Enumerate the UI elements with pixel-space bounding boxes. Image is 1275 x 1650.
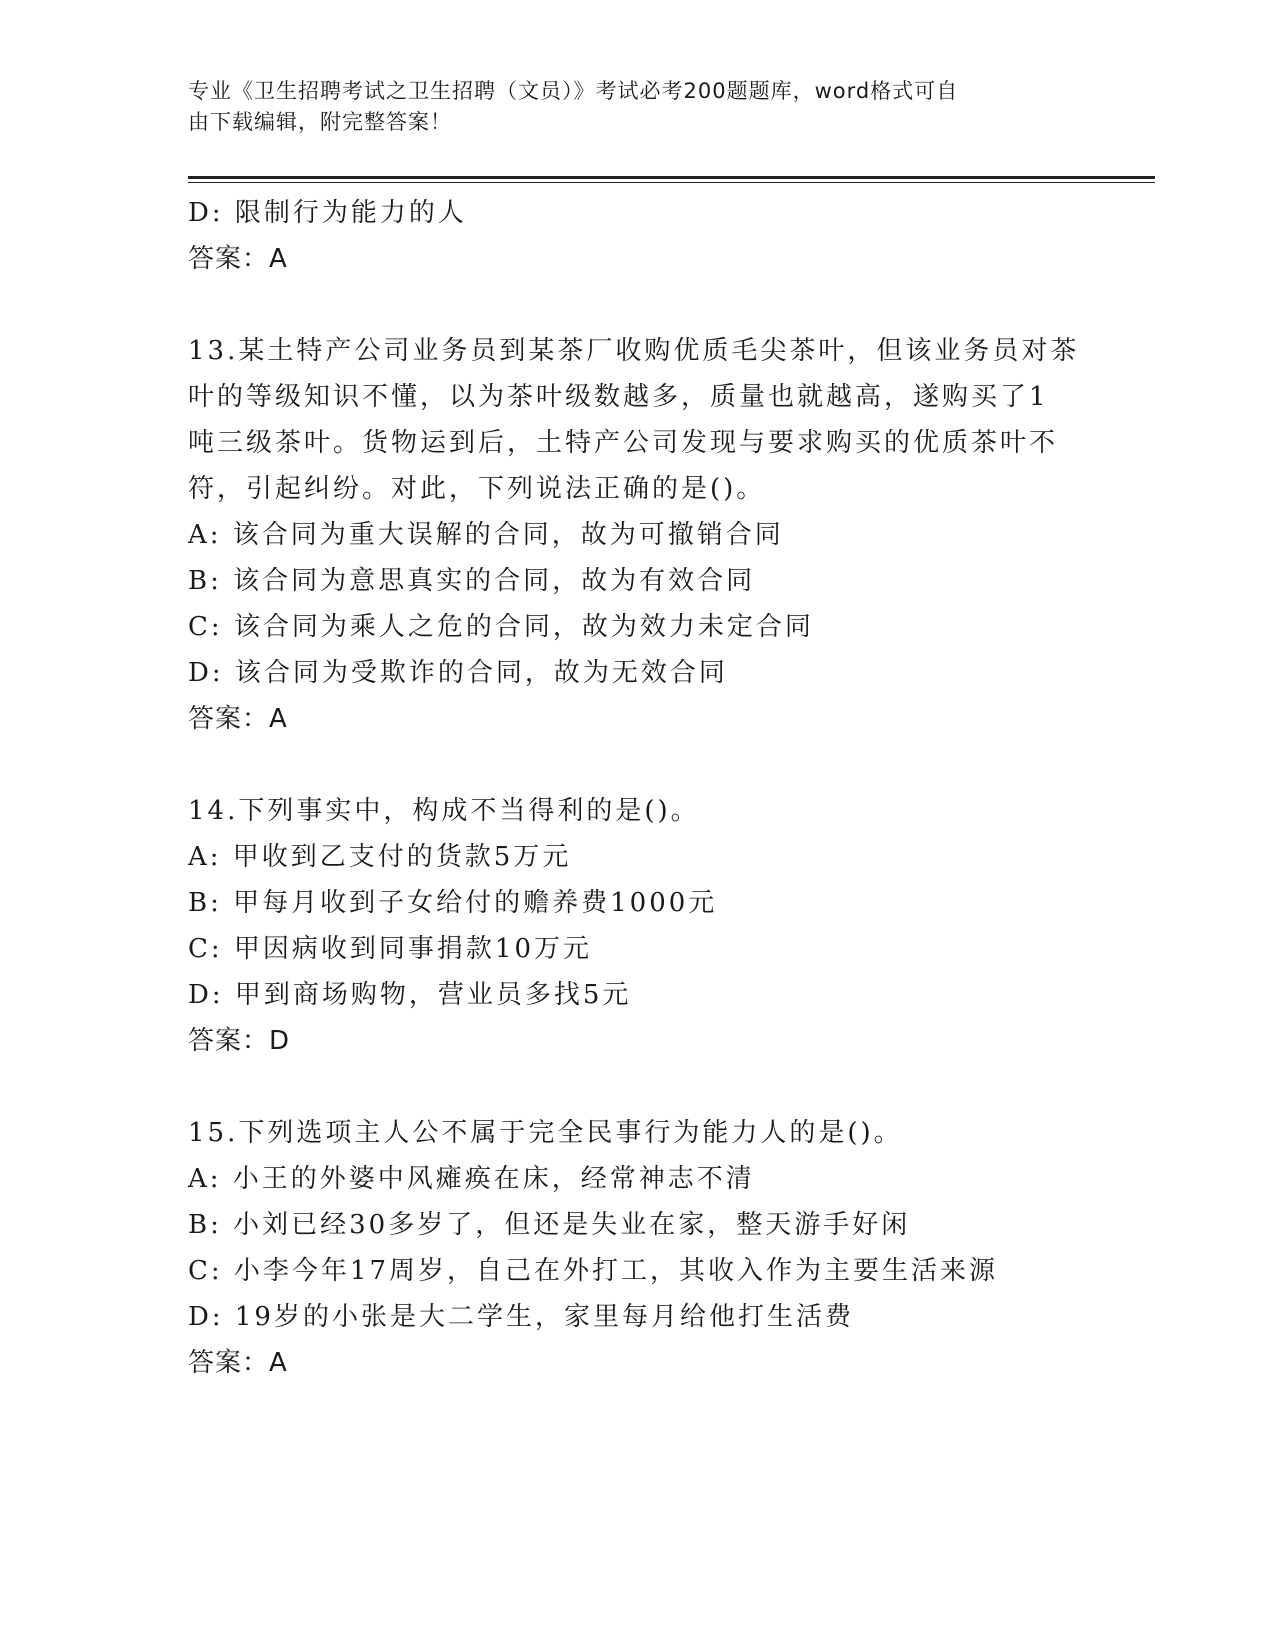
answer-line: 答案：D xyxy=(188,1026,291,1056)
option-c: C: 小李今年17周岁，自己在外打工，其收入作为主要生活来源 xyxy=(188,1256,999,1286)
option-b: B: 该合同为意思真实的合同，故为有效合同 xyxy=(188,566,756,596)
option-a: A: 甲收到乙支付的货款5万元 xyxy=(188,842,572,872)
question-stem-line: 15.下列选项主人公不属于完全民事行为能力人的是()。 xyxy=(188,1118,903,1148)
question-stem-line: 吨三级茶叶。货物运到后，土特产公司发现与要求购买的优质茶叶不 xyxy=(188,428,1059,458)
spacer xyxy=(188,1064,1088,1110)
question-13 xyxy=(188,328,1088,742)
document-header xyxy=(188,76,1068,138)
previous-question-tail xyxy=(188,190,1088,282)
question-15 xyxy=(188,1110,1088,1386)
option-d: D: 限制行为能力的人 xyxy=(188,198,467,228)
option-b: B: 小刘已经30多岁了，但还是失业在家，整天游手好闲 xyxy=(188,1210,911,1240)
answer-line: 答案：A xyxy=(188,244,288,274)
option-a: A: 该合同为重大误解的合同，故为可撤销合同 xyxy=(188,520,784,550)
question-14 xyxy=(188,788,1088,1064)
option-d: D: 甲到商场购物，营业员多找5元 xyxy=(188,980,632,1010)
option-d: D: 该合同为受欺诈的合同，故为无效合同 xyxy=(188,658,728,688)
option-b: B: 甲每月收到子女给付的赡养费1000元 xyxy=(188,888,718,918)
header-line-1: 专业《卫生招聘考试之卫生招聘（文员）》考试必考200题题库，word格式可自 xyxy=(188,79,959,103)
document-body xyxy=(188,190,1088,1386)
option-c: C: 甲因病收到同事捐款10万元 xyxy=(188,934,593,964)
question-stem-line: 符，引起纠纷。对此，下列说法正确的是()。 xyxy=(188,474,766,504)
header-rule-thick xyxy=(188,176,1155,179)
spacer xyxy=(188,282,1088,328)
question-stem-line: 叶的等级知识不懂，以为茶叶级数越多，质量也就越高，遂购买了1 xyxy=(188,382,1049,412)
answer-line: 答案：A xyxy=(188,704,288,734)
option-a: A: 小王的外婆中风瘫痪在床，经常神志不清 xyxy=(188,1164,755,1194)
spacer xyxy=(188,742,1088,788)
header-rule-thin xyxy=(188,182,1155,183)
question-stem-line: 13.某土特产公司业务员到某茶厂收购优质毛尖茶叶，但该业务员对茶 xyxy=(188,336,1080,366)
question-stem-line: 14.下列事实中，构成不当得利的是()。 xyxy=(188,796,700,826)
answer-line: 答案：A xyxy=(188,1348,288,1378)
header-line-2: 由下载编辑，附完整答案！ xyxy=(188,110,452,134)
option-c: C: 该合同为乘人之危的合同，故为效力未定合同 xyxy=(188,612,814,642)
option-d: D: 19岁的小张是大二学生，家里每月给他打生活费 xyxy=(188,1302,854,1332)
